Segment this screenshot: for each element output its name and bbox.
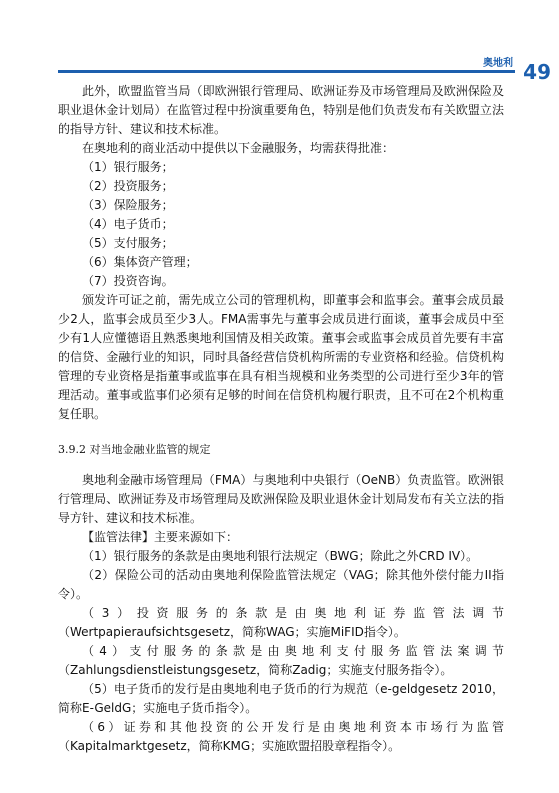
list-item-law: （5）电子货币的发行是由奥地利电子货币的行为规范（e-geldgesetz 2010，简称E-GeldG；实施电子货币指令）。 [58,682,504,715]
chapter-label: 奥地利 [483,58,513,69]
list-item-service: （1）银行服务； [82,160,174,174]
laws-intro: 【监管法律】主要来源如下： [82,530,239,544]
list-item-service: （2）投资服务； [82,179,174,193]
list-item-service: （6）集体资产管理； [82,255,198,269]
paragraph-license: 颁发许可证之前，需先成立公司的管理机构，即董事会和监事会。董事会成员最少2人，监事会成员至少3人。FMA需事先与董事会成员进行面谈，董事会成员中至少有1人应懂德语且熟悉奥地利国情及相关政策。董事会或监事会成员首先要有丰富的信贷、金融行业的知识，同时具备经营信贷机构所需的专业资格和经验。信贷机构管理的专业资格是指董事或监事在具有相当规模和业务类型的公司进行至少3年的管理活动。董事或监事们必须有足够的时间在信贷机构履行职责，且不可在2个机构重复任职。 [58,293,504,421]
list-item-law: （4）支付服务的条款是由奥地利支付服务监管法案调节（Zahlungsdienstleistungsgesetz，简称Zadig；实施支付服务指令）。 [58,644,504,677]
paragraph-eu-authorities: 此外，欧盟监管当局（即欧洲银行管理局、欧洲证券及市场管理局及欧洲保险及职业退休金计划局）在监管过程中扮演重要角色，特别是他们负责发布有关欧盟立法的指导方针、建议和技术标准。 [58,84,504,136]
list-item-service: （3）保险服务； [82,198,174,212]
section-heading: 3.9.2 对当地金融业监管的规定 [58,443,211,456]
header-rule [58,70,515,73]
list-item-service: （4）电子货币； [82,217,174,231]
list-item-service: （5）支付服务； [82,236,174,250]
page-body [58,82,504,756]
paragraph-fma: 奥地利金融市场管理局（FMA）与奥地利中央银行（OeNB）负责监管。欧洲银行管理局、欧洲证券及市场管理局及欧洲保险及职业退休金计划局发布有关立法的指导方针、建议和技术标准。 [58,473,504,525]
paragraph-services-intro: 在奥地利的商业活动中提供以下金融服务，均需获得批准： [82,141,395,155]
page-number: 49 [523,60,551,84]
list-item-law: （3）投资服务的条款是由奥地利证券监管法调节（Wertpapieraufsichtsgesetz，简称WAG；实施MiFID指令）。 [58,606,504,639]
list-item-law: （6）证券和其他投资的公开发行是由奥地利资本市场行为监管（Kapitalmarktgesetz，简称KMG；实施欧盟招股章程指令）。 [58,720,504,753]
list-item-law: （2）保险公司的活动由奥地利保险监管法规定（VAG；除其他外偿付能力II指令）。 [58,568,504,601]
list-item-law: （1）银行服务的条款是由奥地利银行法规定（BWG；除此之外CRD IV）。 [82,549,479,563]
list-item-service: （7）投资咨询。 [82,274,174,288]
